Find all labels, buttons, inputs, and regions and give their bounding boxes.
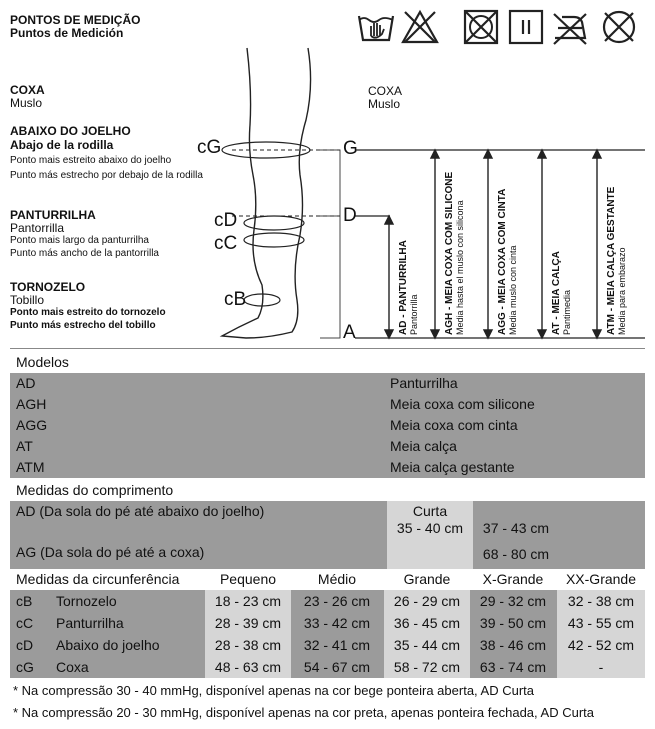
point-g: G: [343, 138, 358, 159]
modelos-header: Modelos: [10, 352, 645, 372]
arrow-label-at: AT - MEIA CALÇA Pantimedia: [551, 251, 572, 335]
diagram-title: PONTOS DE MEDIÇÃO: [10, 13, 141, 27]
footnote: * Na compressão 30 - 40 mmHg, disponível apenas na cor bege ponteira aberta, AD Curta: [13, 683, 535, 698]
footnote: * Na compressão 20 - 30 mmHg, disponível apenas na cor preta, apenas ponteira fechada, AD Curta: [13, 705, 594, 720]
circunferencia-cell: 32 - 41 cm: [303, 637, 371, 653]
circunferencia-cell: 39 - 50 cm: [479, 615, 547, 631]
ad-length-value: 37 - 43 cm: [482, 520, 550, 536]
comprimento-ag-label: AG (Da sola do pé até a coxa): [16, 544, 205, 560]
circunferencia-code: cC: [16, 615, 34, 631]
circunferencia-cell: 33 - 42 cm: [303, 615, 371, 631]
arrow-label-ad: AD - PANTURRILHA Pantorrilla: [398, 240, 419, 335]
point-cb: cB: [224, 289, 247, 310]
circunferencia-code: cG: [16, 659, 34, 675]
right-label-coxa: COXA: [368, 84, 403, 98]
circunferencia-cell: 32 - 38 cm: [567, 593, 635, 609]
circunferencia-name: Panturrilha: [56, 615, 124, 631]
circunferencia-code: cD: [16, 637, 34, 653]
note-panturrilha-es: Punto más ancho de la pantorrilla: [10, 248, 159, 259]
circunferencia-header: Medidas da circunferência: [16, 571, 180, 587]
note-tornozelo-es: Punto más estrecho del tobillo: [10, 320, 156, 331]
circunferencia-cell: 28 - 38 cm: [214, 637, 282, 653]
circunferencia-cell: 29 - 32 cm: [479, 593, 547, 609]
modelo-row: ATM Meia calça gestante: [10, 457, 645, 478]
circunferencia-cell: 18 - 23 cm: [214, 593, 282, 609]
size-header: Grande: [403, 571, 451, 587]
point-cd: cD: [214, 210, 238, 231]
circunferencia-cell: 58 - 72 cm: [393, 659, 461, 675]
circunferencia-cell: 48 - 63 cm: [214, 659, 282, 675]
circunferencia-cell: 42 - 52 cm: [567, 637, 635, 653]
circunferencia-name: Coxa: [56, 659, 89, 675]
label-abajo-rodilla: Abajo de la rodilla: [10, 138, 114, 152]
size-header: Pequeno: [219, 571, 277, 587]
circunferencia-cell: 54 - 67 cm: [303, 659, 371, 675]
arrow-label-agh: AGH - MEIA COXA COM SILICONE Media hasta el muslo con silicona: [444, 171, 465, 335]
modelo-row: AD Panturrilha: [10, 373, 645, 394]
ag-length-value: 68 - 80 cm: [482, 546, 550, 562]
circunferencia-cell: 36 - 45 cm: [393, 615, 461, 631]
arrow-label-agg: AGG - MEIA COXA COM CINTA Media muslo con cinta: [497, 188, 518, 335]
note-panturrilha-pt: Ponto mais largo da panturrilha: [10, 235, 149, 246]
label-panturrilha: PANTURRILHA: [10, 208, 96, 222]
comprimento-ad-label: AD (Da sola do pé até abaixo do joelho): [16, 503, 265, 519]
size-header: X-Grande: [482, 571, 544, 587]
diagram-subtitle: Puntos de Medición: [10, 26, 124, 40]
modelo-row: AGG Meia coxa com cinta: [10, 415, 645, 436]
circunferencia-name: Tornozelo: [56, 593, 117, 609]
modelo-row: AGH Meia coxa com silicone: [10, 394, 645, 415]
circunferencia-cell: 35 - 44 cm: [393, 637, 461, 653]
label-tobillo: Tobillo: [10, 293, 45, 307]
circunferencia-cell: 26 - 29 cm: [393, 593, 461, 609]
point-cc: cC: [214, 233, 238, 254]
circunferencia-cell: 38 - 46 cm: [479, 637, 547, 653]
circunferencia-cell: -: [598, 659, 604, 675]
section-divider: [10, 348, 645, 349]
comprimento-header: Medidas do comprimento: [10, 480, 645, 500]
size-header: Médio: [317, 571, 357, 587]
label-tornozelo: TORNOZELO: [10, 280, 86, 294]
label-coxa: COXA: [10, 83, 45, 97]
curta-label: Curta: [412, 503, 448, 519]
note-joelho-pt: Ponto mais estreito abaixo do joelho: [10, 155, 172, 166]
measurement-diagram: [0, 0, 655, 348]
label-muslo: Muslo: [10, 96, 43, 110]
point-a: A: [343, 322, 356, 343]
label-abaixo-joelho: ABAIXO DO JOELHO: [10, 124, 131, 138]
circunferencia-cell: 28 - 39 cm: [214, 615, 282, 631]
circunferencia-code: cB: [16, 593, 33, 609]
size-header: XX-Grande: [565, 571, 637, 587]
right-label-muslo: Muslo: [368, 97, 401, 111]
note-tornozelo-pt: Ponto mais estreito do tornozelo: [10, 307, 166, 318]
label-pantorrilla: Pantorrilla: [10, 221, 65, 235]
circunferencia-cell: 43 - 55 cm: [567, 615, 635, 631]
circunferencia-cell: 63 - 74 cm: [479, 659, 547, 675]
point-d: D: [343, 205, 357, 226]
point-cg: cG: [197, 137, 222, 158]
curta-value: 35 - 40 cm: [396, 520, 464, 536]
arrow-label-atm: ATM - MEIA CALÇA GESTANTE Media para embarazo: [606, 186, 627, 335]
circunferencia-name: Abaixo do joelho: [56, 637, 160, 653]
modelo-row: AT Meia calça: [10, 436, 645, 457]
circunferencia-cell: 23 - 26 cm: [303, 593, 371, 609]
note-joelho-es: Punto más estrecho por debajo de la rodilla: [10, 170, 203, 181]
